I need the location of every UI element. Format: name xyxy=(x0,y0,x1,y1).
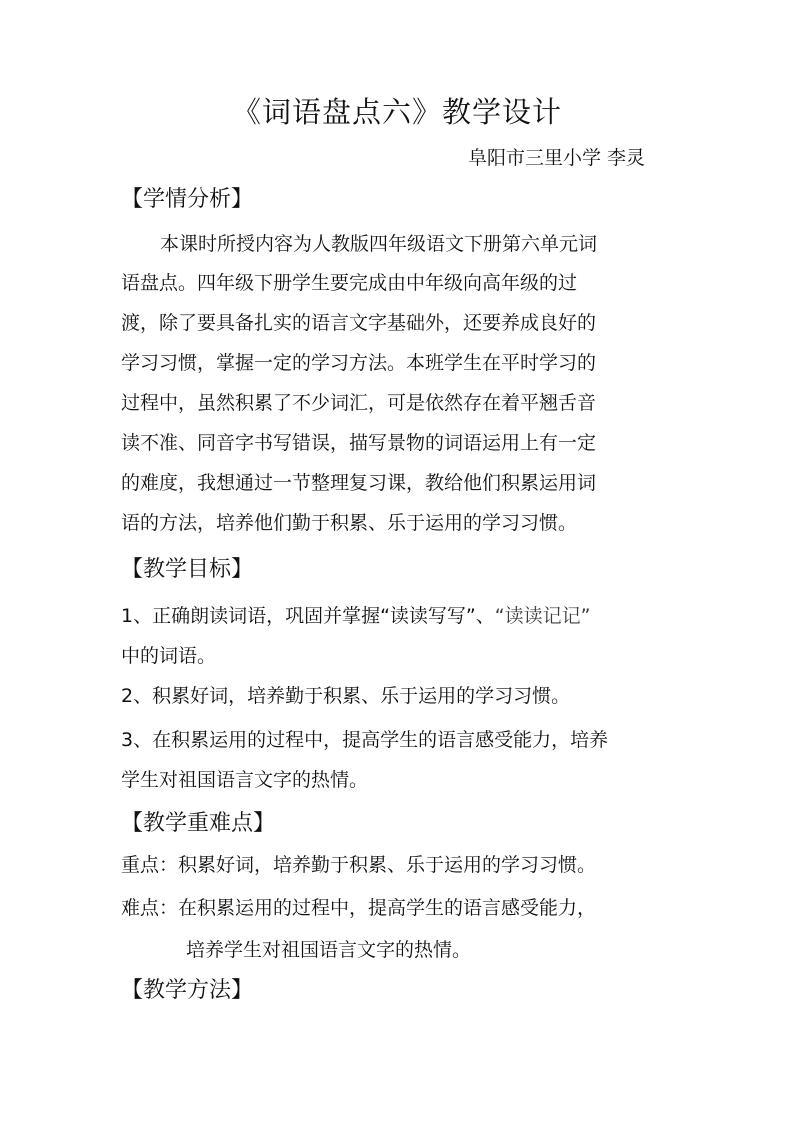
section-heading-goals: 【教学目标】 xyxy=(121,557,254,582)
analysis-line: 渡，除了要具备扎实的语言文字基础外，还要养成良好的 xyxy=(121,312,597,334)
analysis-line: 过程中，虽然积累了不少词汇，可是依然存在着平翘舌音 xyxy=(121,392,597,414)
goal-item-2: 2、积累好词，培养勤于积累、乐于运用的学习习惯。 xyxy=(121,685,571,707)
difficult-point: 难点：在积累运用的过程中，提高学生的语言感受能力， xyxy=(121,897,597,919)
analysis-line: 学习习惯，掌握一定的学习方法。本班学生在平时学习的 xyxy=(121,352,597,374)
goal-item-1-quote: “读读记记” xyxy=(494,605,591,627)
goal-item-1-continuation: 中的词语。 xyxy=(121,645,217,667)
section-heading-keypoints: 【教学重难点】 xyxy=(121,811,276,836)
section-heading-methods: 【教学方法】 xyxy=(121,978,254,1003)
analysis-line: 语盘点。四年级下册学生要完成由中年级向高年级的过 xyxy=(121,272,578,294)
analysis-line: 本课时所授内容为人教版四年级语文下册第六单元词 xyxy=(160,233,598,255)
goal-item-3: 3、在积累运用的过程中，提高学生的语言感受能力，培养 xyxy=(121,729,609,751)
section-heading-analysis: 【学情分析】 xyxy=(121,187,254,212)
goal-item-1 xyxy=(121,601,590,631)
author-line: 阜阳市三里小学 李灵 xyxy=(468,147,646,169)
goal-item-3-continuation: 学生对祖国语言文字的热情。 xyxy=(121,769,369,791)
document-title: 《词语盘点六》教学设计 xyxy=(231,95,562,129)
analysis-line: 读不准、同音字书写错误，描写景物的词语运用上有一定 xyxy=(121,432,597,454)
analysis-line: 语的方法，培养他们勤于积累、乐于运用的学习习惯。 xyxy=(121,512,578,534)
key-point: 重点：积累好词，培养勤于积累、乐于运用的学习习惯。 xyxy=(121,854,597,876)
goal-item-1-prefix: 1、正确朗读词语，巩固并掌握“读读写写”、 xyxy=(121,605,495,627)
difficult-point-continuation: 培养学生对祖国语言文字的热情。 xyxy=(186,939,472,961)
analysis-line: 的难度，我想通过一节整理复习课，教给他们积累运用词 xyxy=(121,472,597,494)
